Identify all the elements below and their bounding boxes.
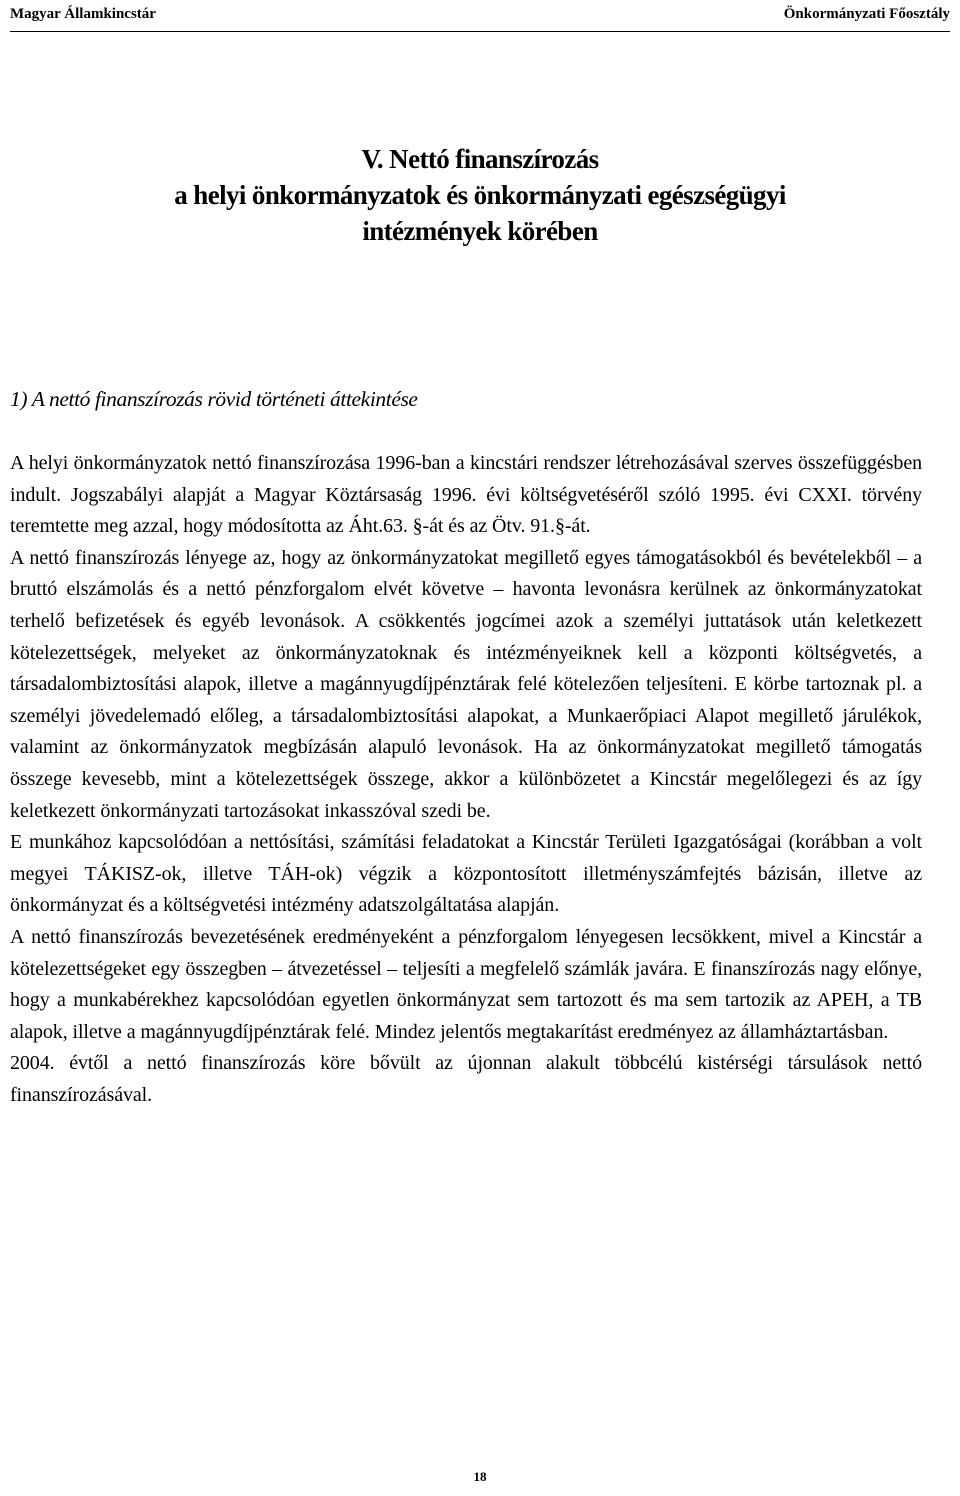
body-text [10, 448, 922, 1111]
chapter-title [0, 141, 960, 249]
header-institution: Magyar Államkincstár [10, 6, 156, 22]
running-header [10, 6, 950, 28]
paragraph-1: A helyi önkormányzatok nettó finanszírozása 1996-ban a kincstári rendszer létrehozásával szerves összefüggésben indult. Jogszabályi alapját a Magyar Köztársaság 1996. évi költségvetéséről szóló 1995. évi CXXI. törvény teremtette meg azzal, hogy módosította az Áht.63. §-át és az Ötv. 91.§-át. [10, 452, 922, 538]
paragraph-4: A nettó finanszírozás bevezetésének eredményeként a pénzforgalom lényegesen lecsökkent, mivel a Kincstár a kötelezettségeket egy összegben – átvezetéssel – teljesíti a megfelelő számlák javára. E finanszírozás nagy előnye, hogy a munkabérekhez kapcsolódóan egyetlen önkormányzat sem tartozott és ma sem tartozik az APEH, a TB alapok, illetve a magánnyugdíjpénztárak felé. Mindez jelentős megtakarítást eredményez az államháztartásban. [10, 925, 922, 1043]
paragraph-5: 2004. évtől a nettó finanszírozás köre bővült az újonnan alakult többcélú kistérségi társulások nettó finanszírozásával. [10, 1052, 922, 1106]
chapter-title-line-1: V. Nettó finanszírozás [361, 144, 599, 174]
paragraph-3: E munkához kapcsolódóan a nettósítási, számítási feladatokat a Kincstár Területi Igazgatóságai (korábban a volt megyei TÁKISZ-ok, illetve TÁH-ok) végzik a központosított illetményszámfejtés bázisán, illetve az önkormányzat és a költségvetési intézmény adatszolgáltatása alapján. [10, 831, 922, 917]
chapter-title-line-3: intézmények körében [362, 216, 598, 246]
section-heading: 1) A nettó finanszírozás rövid történeti áttekintése [10, 387, 418, 411]
header-department: Önkormányzati Főosztály [783, 6, 950, 22]
header-divider [10, 31, 950, 32]
chapter-title-line-2: a helyi önkormányzatok és önkormányzati egészségügyi [174, 180, 786, 210]
paragraph-2: A nettó finanszírozás lényege az, hogy az önkormányzatokat megillető egyes támogatásokból és bevételekből – a bruttó elszámolás és a nettó pénzforgalom elvét követve – havonta levonásra kerülnek az önkormányzatokat terhelő befizetések és egyéb levonások. A csökkentés jogcímei azok a személyi juttatások után keletkezett kötelezettségek, melyeket az önkormányzatoknak és intézményeiknek kell a központi költségvetés, a társadalombiztosítási alapok, illetve a magánnyugdíjpénztárak felé kötelezően teljesíteni. E körbe tartoznak pl. a személyi jövedelemadó előleg, a társadalombiztosítási alapokat, a Munkaerőpiaci Alapot megillető járulékok, valamint az önkormányzatok megbízásán alapuló levonások. Ha az önkormányzatokat megillető támogatás összege kevesebb, mint a kötelezettségek összege, akkor a különbözetet a Kincstár megelőlegezi és az így keletkezett önkormányzati tartozásokat inkasszóval szedi be. [10, 546, 922, 822]
page-number: 18 [473, 1469, 487, 1484]
